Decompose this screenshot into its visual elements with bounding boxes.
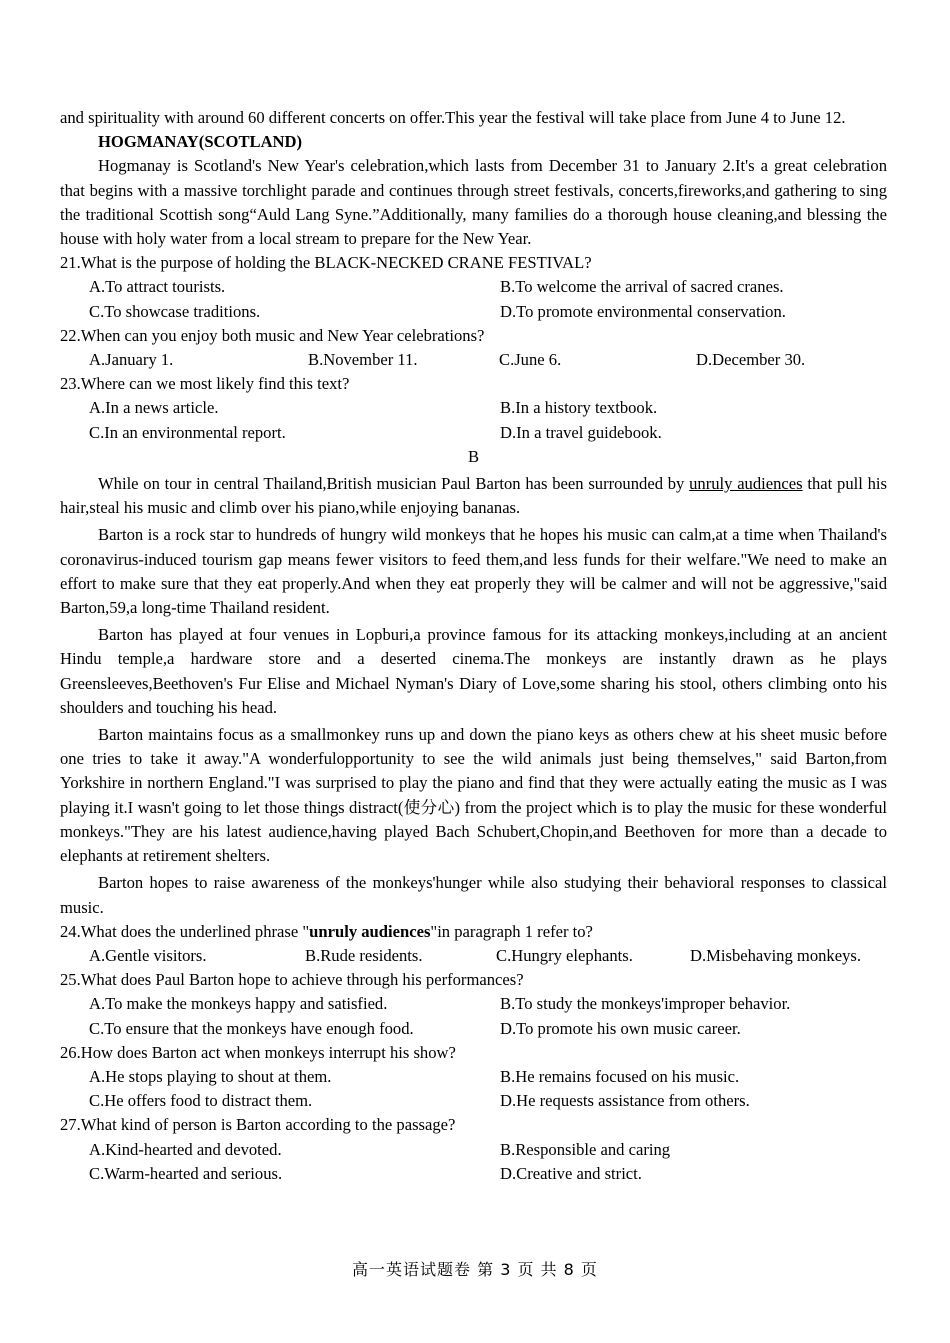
option-c: C.In an environmental report. (89, 422, 286, 442)
question-21 (60, 251, 887, 324)
question-stem: 22.When can you enjoy both music and New Year celebrations? (60, 325, 485, 345)
passage-b-paragraph-1 (60, 472, 887, 520)
question-options (60, 1138, 887, 1186)
paragraph-text: that pull his hair,steal his music and climb over his piano,while enjoying bananas. (60, 474, 887, 518)
option-b: B.In a history textbook. (500, 398, 658, 418)
passage-b-paragraph-4: Barton maintains focus as a smallmonkey runs up and down the piano keys as others chew at his sheet music before one tries to take it away."A wonderfulopportunity to see the wild animals just being themselves," said Barton,from Yorkshire in northern England."I was surprised to play the piano and find that they were actually eating the music as I was playing it.I wasn't going to let those things distract(使分心) from the project which is to play the music for these wonderful monkeys."They are his latest audience,having played Bach Schubert,Chopin,and Beethoven for more than a decade to elephants at retirement shelters. (60, 725, 887, 866)
option-b: B.To welcome the arrival of sacred cranes. (500, 277, 784, 297)
option-d: D.Creative and strict. (500, 1163, 642, 1183)
question-options (60, 348, 887, 372)
question-stem: 26.How does Barton act when monkeys interrupt his show? (60, 1042, 456, 1062)
paragraph-text: While on tour in central Thailand,British musician Paul Barton has been surrounded by (98, 474, 690, 494)
question-25 (60, 968, 887, 1041)
option-c: C.He offers food to distract them. (89, 1091, 313, 1111)
exam-page (60, 106, 887, 1186)
stem-text: 24.What does the underlined phrase " (60, 921, 310, 941)
option-d: D.December 30. (696, 350, 806, 370)
option-a: A.He stops playing to shout at them. (89, 1066, 332, 1086)
question-options (60, 992, 887, 1040)
stem-text: "in paragraph 1 refer to? (430, 921, 593, 941)
option-d: D.To promote environmental conservation. (500, 301, 786, 321)
question-stem: 27.What kind of person is Barton according to the passage? (60, 1115, 456, 1135)
option-d: D.To promote his own music career. (500, 1018, 741, 1038)
question-options (60, 396, 887, 444)
question-stem (60, 920, 887, 944)
passage-b-paragraph-2: Barton is a rock star to hundreds of hungry wild monkeys that he hopes his music can calm,at a time when Thailand's coronavirus-induced tourism gap means fewer visitors to feed them,and less funds for their welfare."We need to make an effort to make sure that they eat properly.And when they eat properly they will be calmer and will not be aggressive,"said Barton,59,a long-time Thailand resident. (60, 525, 887, 618)
option-a: A.Kind-hearted and devoted. (89, 1139, 282, 1159)
question-stem: 25.What does Paul Barton hope to achieve through his performances? (60, 970, 524, 990)
option-d: D.Misbehaving monkeys. (690, 945, 861, 965)
option-a: A.Gentle visitors. (89, 945, 207, 965)
option-b: B.He remains focused on his music. (500, 1066, 740, 1086)
question-27 (60, 1113, 887, 1186)
option-a: A.To attract tourists. (89, 277, 226, 297)
option-c: C.Hungry elephants. (496, 945, 633, 965)
question-23 (60, 372, 887, 445)
option-d: D.He requests assistance from others. (500, 1091, 750, 1111)
option-c: C.To ensure that the monkeys have enough food. (89, 1018, 414, 1038)
hogmanay-heading: HOGMANAY(SCOTLAND) (98, 132, 303, 152)
underlined-phrase: unruly audiences (689, 474, 803, 494)
option-c: C.June 6. (499, 350, 562, 370)
stem-bold-phrase: unruly audiences (309, 921, 431, 941)
option-a: A.In a news article. (89, 398, 219, 418)
option-b: B.To study the monkeys'improper behavior. (500, 994, 791, 1014)
page-footer: 高一英语试题卷 第 3 页 共 8 页 (352, 1260, 598, 1279)
option-b: B.Responsible and caring (500, 1139, 671, 1159)
question-options (60, 944, 887, 968)
option-b: B.Rude residents. (305, 945, 423, 965)
question-26 (60, 1041, 887, 1114)
question-stem: 23.Where can we most likely find this text? (60, 374, 350, 394)
question-stem: 21.What is the purpose of holding the BLACK-NECKED CRANE FESTIVAL? (60, 253, 592, 273)
section-label-b: B (467, 446, 480, 466)
question-options (60, 1065, 887, 1113)
option-b: B.November 11. (308, 350, 418, 370)
hogmanay-paragraph: Hogmanay is Scotland's New Year's celebration,which lasts from December 31 to January 2.It's a great celebration that begins with a massive torchlight parade and continues through street festivals, concerts,fireworks,and gathering to sing the traditional Scottish song“Auld Lang Syne.”Additionally, many families do a thorough house cleaning,and blessing the house with holy water from a local stream to prepare for the New Year. (60, 156, 887, 249)
option-a: A.To make the monkeys happy and satisfied. (89, 994, 388, 1014)
option-a: A.January 1. (89, 350, 174, 370)
option-c: C.To showcase traditions. (89, 301, 261, 321)
passage-b-paragraph-3: Barton has played at four venues in Lopburi,a province famous for its attacking monkeys,including at an ancient Hindu temple,a hardware store and a deserted cinema.The monkeys are instantly drawn as he plays Greensleeves,Beethoven's Fur Elise and Michael Nyman's Diary of Love,some sharing his stool, others climbing onto his shoulders and touching his head. (60, 625, 887, 717)
question-options (60, 275, 887, 323)
passage-b-paragraph-5: Barton hopes to raise awareness of the monkeys'hunger while also studying their behavioral responses to classical music. (60, 873, 887, 917)
option-d: D.In a travel guidebook. (500, 422, 662, 442)
passage-a-continued: and spirituality with around 60 different concerts on offer.This year the festival will take place from June 4 to June 12. (60, 108, 846, 127)
option-c: C.Warm-hearted and serious. (89, 1163, 283, 1183)
question-22 (60, 324, 887, 372)
question-24 (60, 920, 887, 968)
